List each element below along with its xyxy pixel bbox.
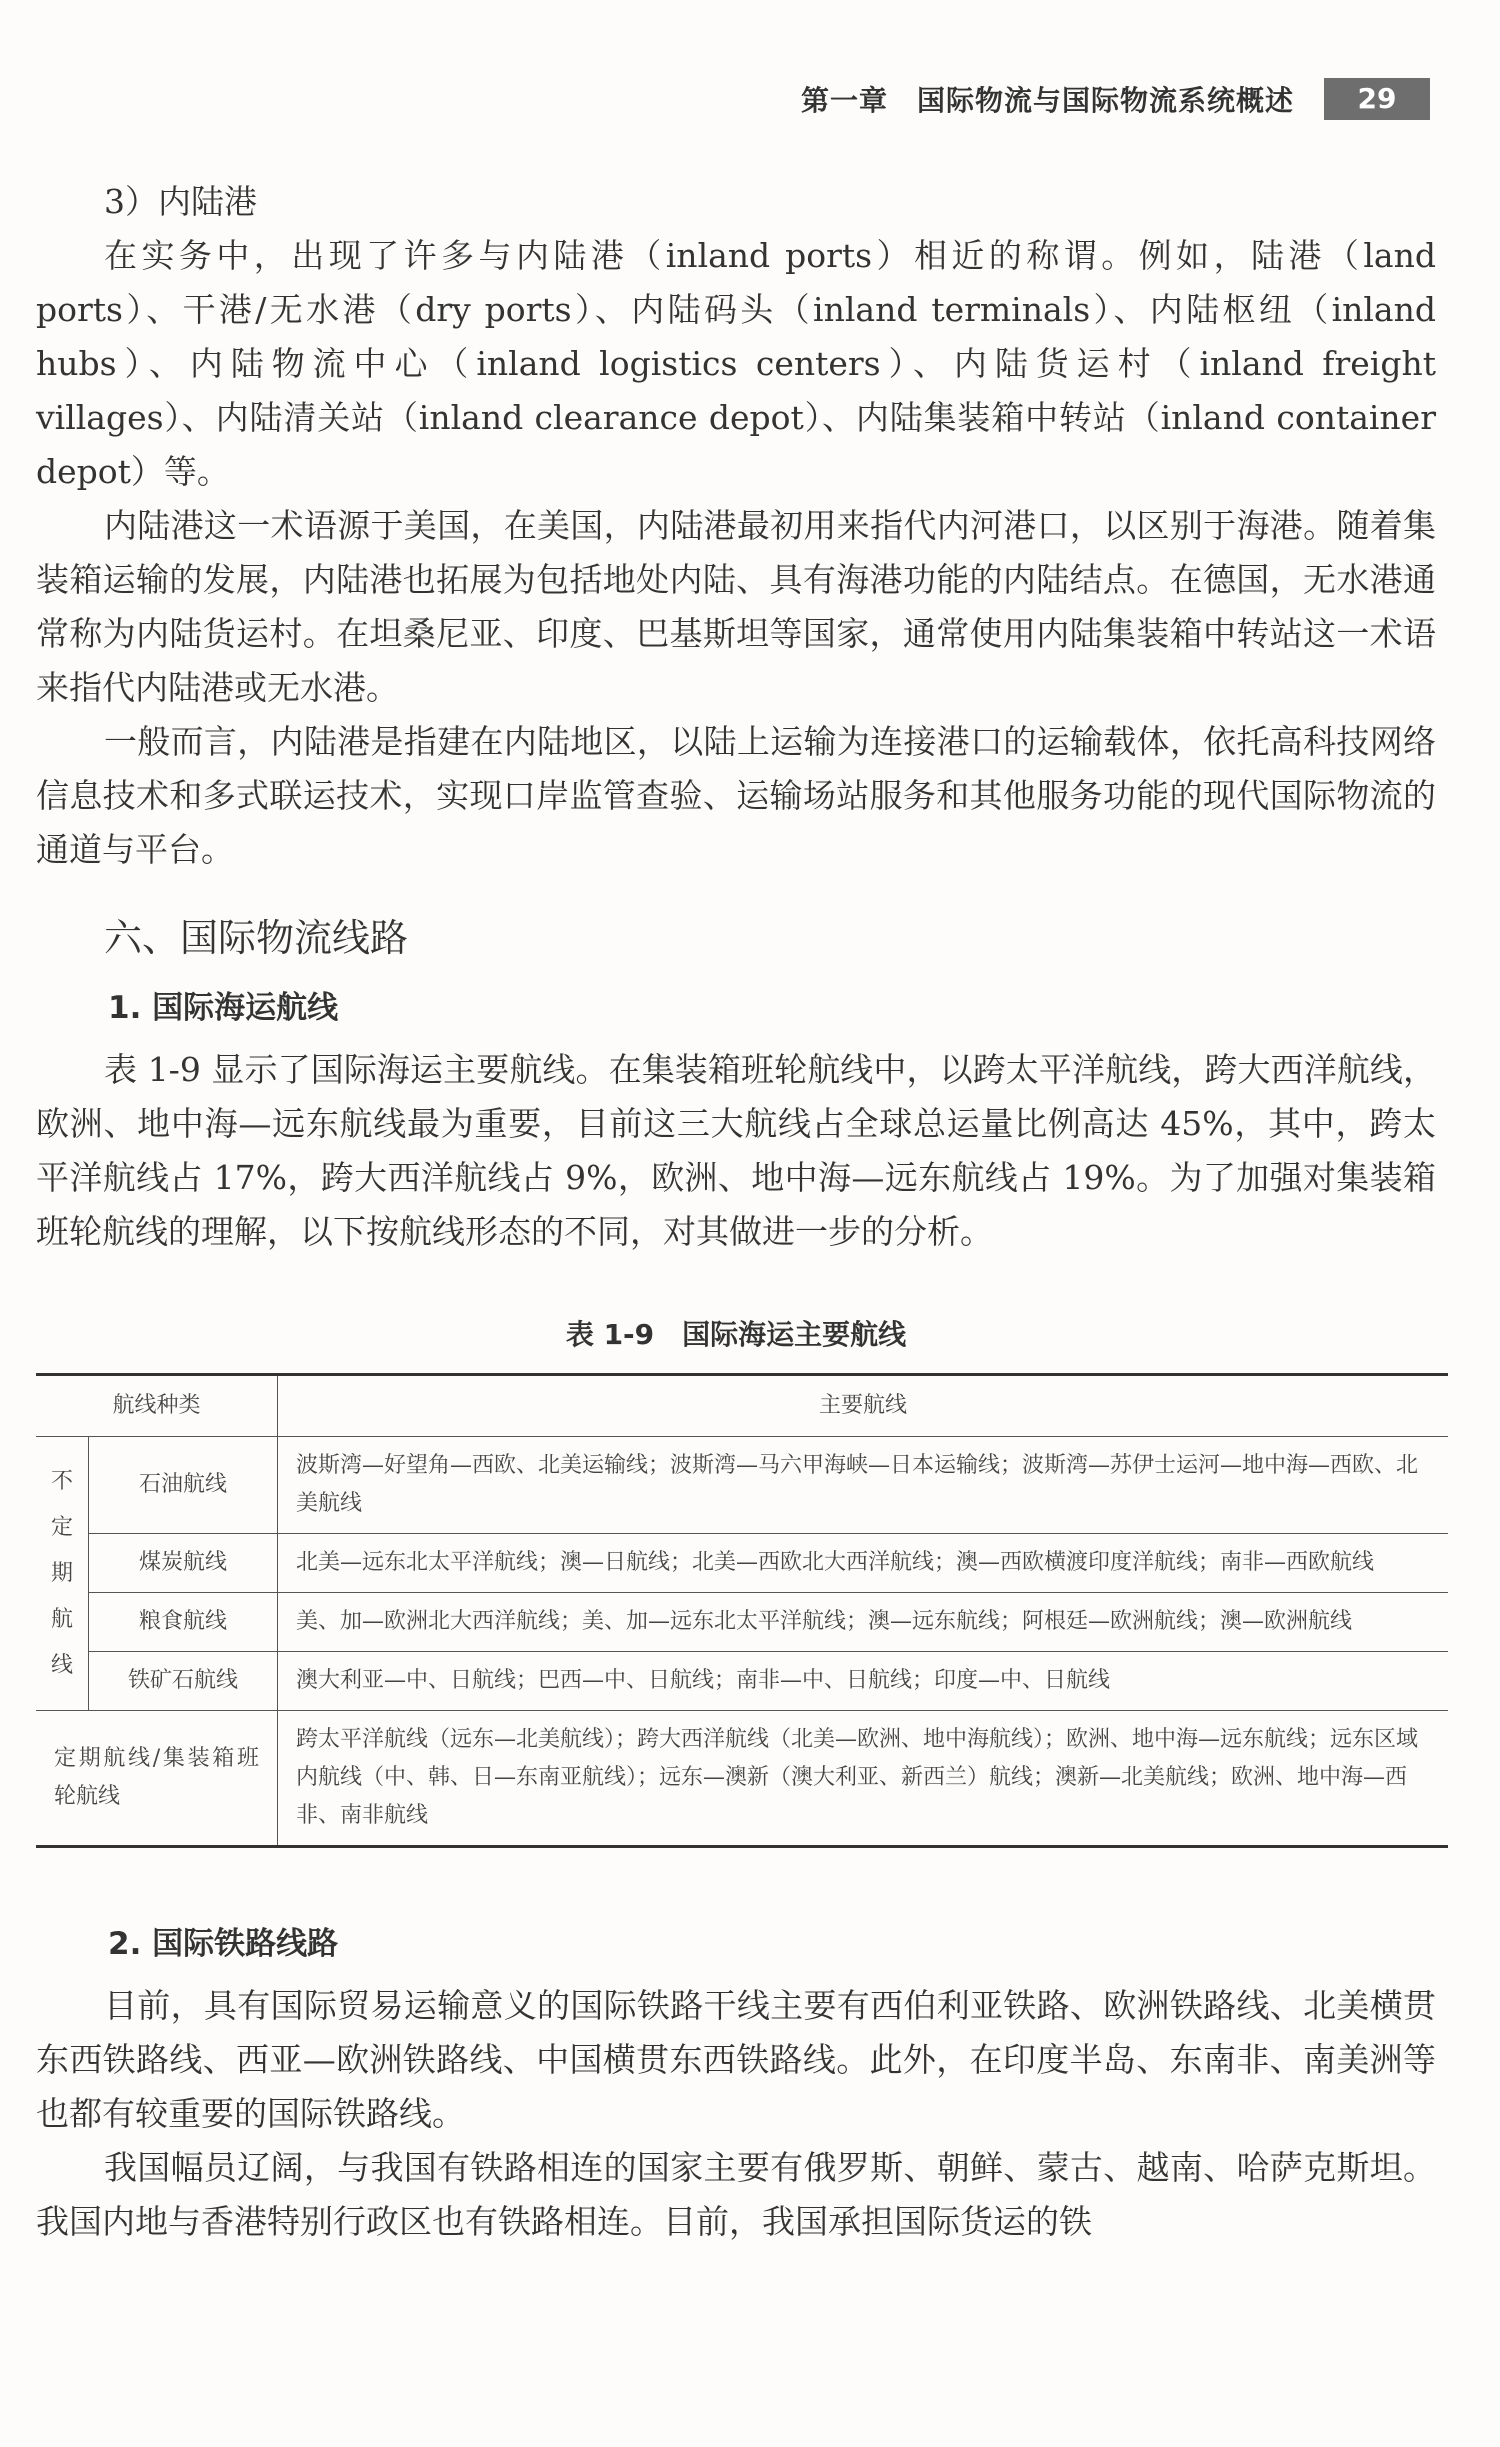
chapter-title: 第一章 国际物流与国际物流系统概述 xyxy=(800,84,1294,117)
page-header xyxy=(801,78,1430,120)
rail-routes-paragraph-2: 我国幅员辽阔，与我国有铁路相连的国家主要有俄罗斯、朝鲜、蒙古、越南、哈萨克斯坦。我国内地与香港特别行政区也有铁路相连。目前，我国承担国际货运的铁 xyxy=(36,2148,1436,2241)
header-route-type: 航线种类 xyxy=(36,1375,278,1437)
table-caption: 表 1-9 国际海运主要航线 xyxy=(565,1318,907,1351)
coal-route-type: 煤炭航线 xyxy=(89,1534,278,1593)
table-header-row xyxy=(36,1375,1448,1437)
rail-routes-paragraph-1: 目前，具有国际贸易运输意义的国际铁路干线主要有西伯利亚铁路、欧洲铁路线、北美横贯东西铁路线、西亚—欧洲铁路线、中国横贯东西铁路线。此外，在印度半岛、东南非、南美洲等也都有较重要的国际铁路线。 xyxy=(36,1986,1436,2133)
iron-ore-routes: 澳大利亚—中、日航线；巴西—中、日航线；南非—中、日航线；印度—中、日航线 xyxy=(278,1652,1449,1711)
irregular-routes-category: 不 定 期 航 线 xyxy=(36,1437,89,1711)
sea-routes-heading: 1. 国际海运航线 xyxy=(108,990,339,1026)
table-row xyxy=(36,1652,1448,1711)
page-number: 29 xyxy=(1324,78,1430,120)
grain-route-type: 粮食航线 xyxy=(89,1593,278,1652)
sea-routes-paragraph: 表 1-9 显示了国际海运主要航线。在集装箱班轮航线中，以跨太平洋航线，跨大西洋航线，欧洲、地中海—远东航线最为重要，目前这三大航线占全球总运量比例高达 45%，其中，跨太平洋航线占 17%，跨大西洋航线占 9%，欧洲、地中海—远东航线占 19%。为了加强对集装箱班轮航线的理解，以下按航线形态的不同，对其做进一步的分析。 xyxy=(36,1050,1436,1251)
rail-routes-heading: 2. 国际铁路线路 xyxy=(108,1926,339,1962)
header-main-routes: 主要航线 xyxy=(278,1375,1449,1437)
section-6-title: 六、国际物流线路 xyxy=(104,916,409,960)
table-row xyxy=(36,1437,1448,1534)
liner-routes: 跨太平洋航线（远东—北美航线）；跨大西洋航线（北美—欧洲、地中海航线）；欧洲、地中海—远东航线；远东区域内航线（中、韩、日—东南亚航线）；远东—澳新（澳大利亚、新西兰）航线；澳新—北美航线；欧洲、地中海—西非、南非航线 xyxy=(278,1711,1449,1847)
liner-route-type: 定期航线/集装箱班轮航线 xyxy=(36,1711,278,1847)
table-row xyxy=(36,1711,1448,1847)
coal-routes: 北美—远东北太平洋航线；澳—日航线；北美—西欧北大西洋航线；澳—西欧横渡印度洋航线；南非—西欧航线 xyxy=(278,1534,1449,1593)
inland-port-paragraph-3: 一般而言，内陆港是指建在内陆地区，以陆上运输为连接港口的运输载体，依托高科技网络信息技术和多式联运技术，实现口岸监管查验、运输场站服务和其他服务功能的现代国际物流的通道与平台。 xyxy=(36,722,1436,869)
sea-routes-table xyxy=(36,1373,1448,1848)
grain-routes: 美、加—欧洲北大西洋航线；美、加—远东北太平洋航线；澳—远东航线；阿根廷—欧洲航线；澳—欧洲航线 xyxy=(278,1593,1449,1652)
table-row xyxy=(36,1534,1448,1593)
inland-port-paragraph-2: 内陆港这一术语源于美国，在美国，内陆港最初用来指代内河港口，以区别于海港。随着集装箱运输的发展，内陆港也拓展为包括地处内陆、具有海港功能的内陆结点。在德国，无水港通常称为内陆货运村。在坦桑尼亚、印度、巴基斯坦等国家，通常使用内陆集装箱中转站这一术语来指代内陆港或无水港。 xyxy=(36,506,1436,707)
oil-route-type: 石油航线 xyxy=(89,1437,278,1534)
table-row xyxy=(36,1593,1448,1652)
iron-ore-route-type: 铁矿石航线 xyxy=(89,1652,278,1711)
oil-routes: 波斯湾—好望角—西欧、北美运输线；波斯湾—马六甲海峡—日本运输线；波斯湾—苏伊士运河—地中海—西欧、北美航线 xyxy=(278,1437,1449,1534)
inland-port-paragraph-1: 在实务中，出现了许多与内陆港（inland ports）相近的称谓。例如，陆港（land ports）、干港/无水港（dry ports）、内陆码头（inland terminals）、内陆枢纽（inland hubs）、内陆物流中心（inland logistics centers）、内陆货运村（inland freight villages）、内陆清关站（inland clearance depot）、内陆集装箱中转站（inland container depot）等。 xyxy=(36,236,1436,491)
inland-port-heading: 3）内陆港 xyxy=(104,182,257,221)
page-content xyxy=(36,175,1436,2249)
